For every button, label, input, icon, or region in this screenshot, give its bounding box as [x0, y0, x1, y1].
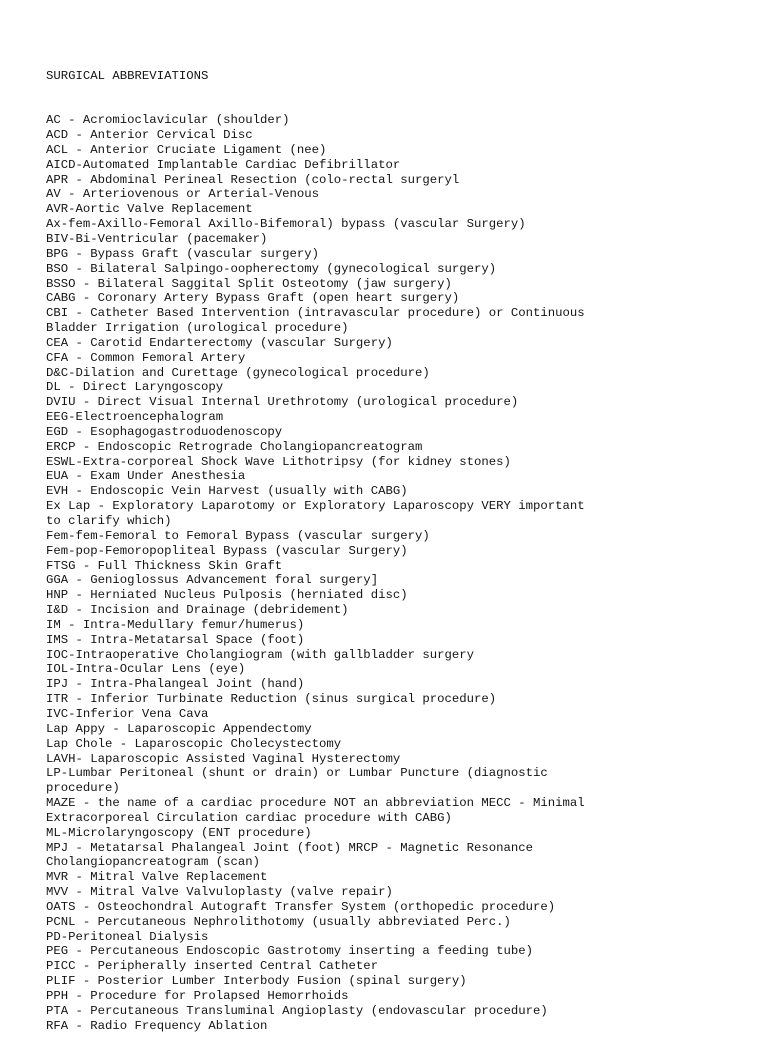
- abbreviation-line: MVV - Mitral Valve Valvuloplasty (valve repair): [46, 885, 393, 900]
- abbreviation-line: Extracorporeal Circulation cardiac procedure with CABG): [46, 810, 452, 825]
- abbreviation-line: DL - Direct Laryngoscopy: [46, 380, 224, 395]
- abbreviation-line: DVIU - Direct Visual Internal Urethrotomy (urological procedure): [46, 395, 519, 410]
- abbreviation-line: IM - Intra-Medullary femur/humerus): [46, 617, 305, 632]
- abbreviation-line: BSO - Bilateral Salpingo-oopherectomy (gynecological surgery): [46, 261, 497, 276]
- abbreviation-line: AC - Acromioclavicular (shoulder): [46, 113, 290, 128]
- abbreviation-line: EGD - Esophagogastroduodenoscopy: [46, 424, 283, 439]
- abbreviation-line: to clarify which): [46, 514, 172, 528]
- abbreviation-line: ML-Microlaryngoscopy (ENT procedure): [46, 825, 312, 840]
- abbreviation-line: APR - Abdominal Perineal Resection (colo-rectal surgeryl: [46, 172, 460, 187]
- abbreviation-line: IOL-Intra-Ocular Lens (eye): [46, 662, 246, 677]
- abbreviation-line: Fem-fem-Femoral to Femoral Bypass (vascular surgery): [46, 528, 430, 543]
- abbreviation-line: Bladder Irrigation (urological procedure): [46, 321, 349, 336]
- abbreviation-line: EUA - Exam Under Anesthesia: [46, 469, 246, 484]
- abbreviation-line: PPH - Procedure for Prolapsed Hemorrhoids: [46, 989, 349, 1003]
- abbreviation-line: CEA - Carotid Endarterectomy (vascular Surgery): [46, 335, 393, 350]
- abbreviation-line: IPJ - Intra-Phalangeal Joint (hand): [46, 677, 305, 692]
- abbreviation-line: Ex Lap - Exploratory Laparotomy or Exploratory Laparoscopy VERY important: [46, 499, 585, 514]
- abbreviation-line: BIV-Bi-Ventricular (pacemaker): [46, 231, 268, 246]
- abbreviation-line: PD-Peritoneal Dialysis: [46, 929, 209, 944]
- abbreviation-line: FTSG - Full Thickness Skin Graft: [46, 558, 283, 573]
- abbreviation-line: CABG - Coronary Artery Bypass Graft (open heart surgery): [46, 291, 460, 306]
- abbreviation-line: BSSO - Bilateral Saggital Split Osteotomy (jaw surgery): [46, 276, 452, 291]
- abbreviation-line: Lap Chole - Laparoscopic Cholecystectomy: [46, 736, 342, 751]
- abbreviation-line: GGA - Genioglossus Advancement foral surgery]: [46, 573, 379, 588]
- abbreviation-line: Cholangiopancreatogram (scan): [46, 855, 261, 870]
- abbreviation-line: ESWL-Extra-corporeal Shock Wave Lithotripsy (for kidney stones): [46, 454, 511, 469]
- abbreviation-list: [46, 113, 746, 1033]
- abbreviation-line: AICD-Automated Implantable Cardiac Defibrillator: [46, 157, 401, 172]
- abbreviation-line: MAZE - the name of a cardiac procedure NOT an abbreviation MECC - Minimal: [46, 796, 585, 811]
- abbreviation-line: ERCP - Endoscopic Retrograde Cholangiopancreatogram: [46, 439, 423, 454]
- abbreviation-line: AV - Arteriovenous or Arterial-Venous: [46, 187, 320, 202]
- document-page: [46, 39, 746, 1048]
- abbreviation-line: PEG - Percutaneous Endoscopic Gastrotomy inserting a feeding tube): [46, 944, 534, 959]
- abbreviation-line: Lap Appy - Laparoscopic Appendectomy: [46, 721, 312, 736]
- abbreviation-line: IOC-Intraoperative Cholangiogram (with gallbladder surgery: [46, 647, 475, 662]
- abbreviation-line: CFA - Common Femoral Artery: [46, 350, 246, 365]
- abbreviation-line: Fem-pop-Femoropopliteal Bypass (vascular Surgery): [46, 543, 408, 558]
- abbreviation-line: MPJ - Metatarsal Phalangeal Joint (foot) MRCP - Magnetic Resonance: [46, 840, 534, 855]
- abbreviation-line: RFA - Radio Frequency Ablation: [46, 1018, 268, 1033]
- abbreviation-line: OATS - Osteochondral Autograft Transfer System (orthopedic procedure): [46, 899, 556, 914]
- abbreviation-line: Ax-fem-Axillo-Femoral Axillo-Bifemoral) bypass (vascular Surgery): [46, 217, 526, 232]
- abbreviation-line: LP-Lumbar Peritoneal (shunt or drain) or Lumbar Puncture (diagnostic: [46, 766, 548, 781]
- abbreviation-line: D&C-Dilation and Curettage (gynecological procedure): [46, 365, 430, 380]
- abbreviation-line: HNP - Herniated Nucleus Pulposis (herniated disc): [46, 588, 408, 603]
- abbreviation-line: IMS - Intra-Metatarsal Space (foot): [46, 632, 305, 647]
- abbreviation-line: PTA - Percutaneous Transluminal Angioplasty (endovascular procedure): [46, 1003, 548, 1018]
- abbreviation-line: AVR-Aortic Valve Replacement: [46, 202, 253, 217]
- abbreviation-line: ACD - Anterior Cervical Disc: [46, 128, 253, 143]
- document-title: SURGICAL ABBREVIATIONS: [46, 68, 209, 83]
- abbreviation-line: ACL - Anterior Cruciate Ligament (nee): [46, 142, 327, 157]
- abbreviation-line: BPG - Bypass Graft (vascular surgery): [46, 246, 320, 261]
- abbreviation-line: EEG-Electroencephalogram: [46, 410, 224, 425]
- abbreviation-line: IVC-Inferior Vena Cava: [46, 706, 209, 721]
- abbreviation-line: EVH - Endoscopic Vein Harvest (usually with CABG): [46, 484, 408, 499]
- abbreviation-line: LAVH- Laparoscopic Assisted Vaginal Hysterectomy: [46, 751, 401, 766]
- abbreviation-line: CBI - Catheter Based Intervention (intravascular procedure) or Continuous: [46, 306, 585, 321]
- abbreviation-line: ITR - Inferior Turbinate Reduction (sinus surgical procedure): [46, 692, 497, 707]
- abbreviation-line: procedure): [46, 781, 120, 796]
- abbreviation-line: PICC - Peripherally inserted Central Catheter: [46, 959, 379, 974]
- abbreviation-line: I&D - Incision and Drainage (debridement): [46, 603, 349, 618]
- abbreviation-line: PCNL - Percutaneous Nephrolithotomy (usually abbreviated Perc.): [46, 914, 511, 929]
- abbreviation-line: PLIF - Posterior Lumber Interbody Fusion (spinal surgery): [46, 974, 467, 989]
- abbreviation-line: MVR - Mitral Valve Replacement: [46, 870, 268, 885]
